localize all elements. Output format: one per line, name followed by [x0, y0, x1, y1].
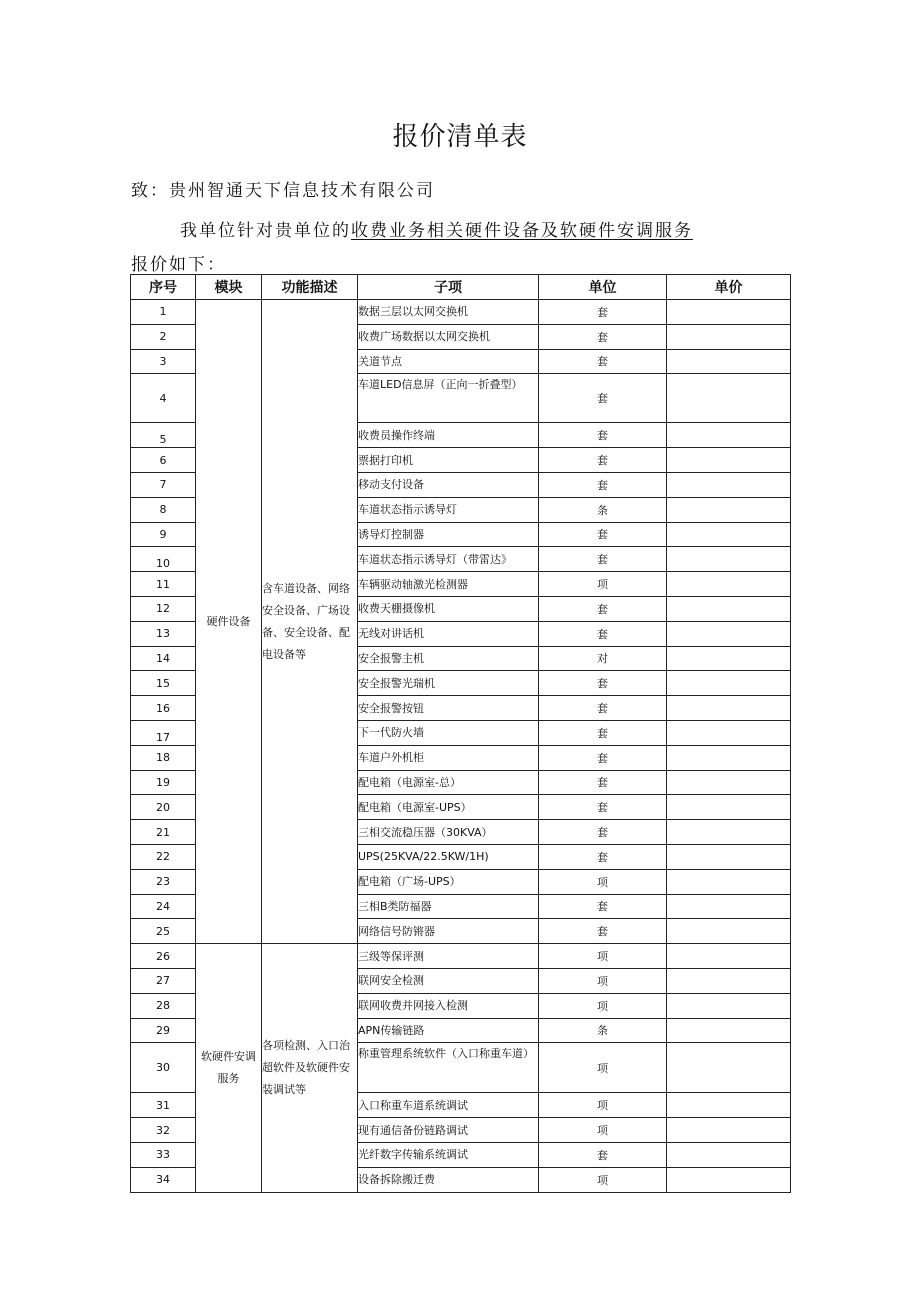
row-number: 27 — [131, 968, 196, 993]
price-cell[interactable] — [667, 1167, 791, 1192]
unit-cell: 套 — [539, 745, 667, 770]
unit-cell: 套 — [539, 671, 667, 696]
unit-cell: 项 — [539, 993, 667, 1018]
price-cell[interactable] — [667, 993, 791, 1018]
item-cell: 收费天棚摄像机 — [358, 596, 539, 621]
item-cell: 三相B类防福器 — [358, 894, 539, 919]
item-cell: 联网安全检测 — [358, 968, 539, 993]
item-cell: 三级等保评测 — [358, 944, 539, 969]
price-cell[interactable] — [667, 894, 791, 919]
item-cell: 网络信号防锵器 — [358, 919, 539, 944]
price-cell[interactable] — [667, 349, 791, 374]
item-cell: 安全报警主机 — [358, 646, 539, 671]
row-number: 33 — [131, 1142, 196, 1167]
unit-cell: 套 — [539, 1142, 667, 1167]
row-number: 11 — [131, 572, 196, 597]
price-cell[interactable] — [667, 1118, 791, 1143]
unit-cell: 套 — [539, 696, 667, 721]
row-number: 20 — [131, 795, 196, 820]
row-number: 15 — [131, 671, 196, 696]
row-number: 9 — [131, 522, 196, 547]
item-cell: 数据三层以太网交换机 — [358, 300, 539, 325]
unit-cell: 项 — [539, 1093, 667, 1118]
row-number: 18 — [131, 745, 196, 770]
unit-cell: 条 — [539, 497, 667, 522]
unit-cell: 套 — [539, 374, 667, 423]
header-item: 子项 — [358, 275, 539, 300]
unit-cell: 项 — [539, 1167, 667, 1192]
item-cell: 车道LED信息屏（正向一折叠型） — [358, 374, 539, 423]
price-cell[interactable] — [667, 1043, 791, 1093]
row-number: 6 — [131, 448, 196, 473]
row-number: 14 — [131, 646, 196, 671]
unit-cell: 条 — [539, 1018, 667, 1043]
unit-cell: 套 — [539, 820, 667, 845]
header-price: 单价 — [667, 275, 791, 300]
header-module: 模块 — [196, 275, 262, 300]
row-number: 13 — [131, 621, 196, 646]
unit-cell: 套 — [539, 596, 667, 621]
row-number: 1 — [131, 300, 196, 325]
price-cell[interactable] — [667, 448, 791, 473]
header-description: 功能描述 — [262, 275, 358, 300]
unit-cell: 项 — [539, 1118, 667, 1143]
price-cell[interactable] — [667, 844, 791, 869]
row-number: 25 — [131, 919, 196, 944]
price-cell[interactable] — [667, 596, 791, 621]
price-cell[interactable] — [667, 497, 791, 522]
item-cell: 车道状态指示诱导灯 — [358, 497, 539, 522]
row-number: 4 — [131, 374, 196, 423]
price-cell[interactable] — [667, 1142, 791, 1167]
table-row — [131, 944, 791, 969]
item-cell: 移动支付设备 — [358, 472, 539, 497]
item-cell: 入口称重车道系统调试 — [358, 1093, 539, 1118]
description-cell: 各项检测、入口治超软件及软硬件安装调试等 — [262, 944, 358, 1192]
row-number: 23 — [131, 869, 196, 894]
page-title: 报价清单表 — [392, 122, 528, 152]
row-number: 19 — [131, 770, 196, 795]
price-cell[interactable] — [667, 745, 791, 770]
price-cell[interactable] — [667, 423, 791, 448]
item-cell: 安全报警光瑞机 — [358, 671, 539, 696]
price-cell[interactable] — [667, 720, 791, 745]
row-number: 21 — [131, 820, 196, 845]
intro-subject: 收费业务相关硬件设备及软硬件安调服务 — [351, 221, 693, 241]
item-cell: 诱导灯控制器 — [358, 522, 539, 547]
item-cell: 下一代防火墙 — [358, 720, 539, 745]
unit-cell: 套 — [539, 919, 667, 944]
item-cell: 收费广场数据以太网交换机 — [358, 324, 539, 349]
row-number: 12 — [131, 596, 196, 621]
item-cell: 车道状态指示诱导灯（带雷达》 — [358, 547, 539, 572]
price-cell[interactable] — [667, 324, 791, 349]
unit-cell: 对 — [539, 646, 667, 671]
row-number: 7 — [131, 472, 196, 497]
price-cell[interactable] — [667, 944, 791, 969]
row-number: 22 — [131, 844, 196, 869]
item-cell: 配电箱（电源室-UPS） — [358, 795, 539, 820]
unit-cell: 套 — [539, 547, 667, 572]
price-cell[interactable] — [667, 621, 791, 646]
quote-table — [130, 274, 791, 1193]
row-number: 24 — [131, 894, 196, 919]
price-cell[interactable] — [667, 522, 791, 547]
header-unit: 单位 — [539, 275, 667, 300]
row-number: 34 — [131, 1167, 196, 1192]
item-cell: 票据打印机 — [358, 448, 539, 473]
header-no: 序号 — [131, 275, 196, 300]
module-cell: 硬件设备 — [196, 300, 262, 944]
price-cell[interactable] — [667, 547, 791, 572]
intro-line — [180, 216, 693, 241]
price-cell[interactable] — [667, 1093, 791, 1118]
item-cell: APN传输链路 — [358, 1018, 539, 1043]
unit-cell: 套 — [539, 448, 667, 473]
unit-cell: 套 — [539, 300, 667, 325]
row-number: 32 — [131, 1118, 196, 1143]
item-cell: 称重管理系统软件（入口称重车道） — [358, 1043, 539, 1093]
item-cell: 配电箱（电源室-总） — [358, 770, 539, 795]
unit-cell: 套 — [539, 621, 667, 646]
row-number: 30 — [131, 1043, 196, 1093]
price-cell[interactable] — [667, 572, 791, 597]
price-cell[interactable] — [667, 300, 791, 325]
row-number: 8 — [131, 497, 196, 522]
item-cell: 配电箱（广场-UPS） — [358, 869, 539, 894]
price-cell[interactable] — [667, 795, 791, 820]
unit-cell: 套 — [539, 423, 667, 448]
unit-cell: 项 — [539, 1043, 667, 1093]
item-cell: 设备拆除搬迁费 — [358, 1167, 539, 1192]
row-number: 3 — [131, 349, 196, 374]
item-cell: 安全报警按钮 — [358, 696, 539, 721]
unit-cell: 套 — [539, 795, 667, 820]
item-cell: 关道节点 — [358, 349, 539, 374]
unit-cell: 套 — [539, 472, 667, 497]
unit-cell: 项 — [539, 944, 667, 969]
item-cell: 三相交流稳压器（30KVA） — [358, 820, 539, 845]
unit-cell: 套 — [539, 770, 667, 795]
price-cell[interactable] — [667, 770, 791, 795]
price-cell[interactable] — [667, 472, 791, 497]
unit-cell: 项 — [539, 968, 667, 993]
unit-cell: 套 — [539, 894, 667, 919]
row-number: 17 — [131, 720, 196, 745]
header-row — [131, 275, 791, 300]
item-cell: 现有通信备份链路调试 — [358, 1118, 539, 1143]
unit-cell: 项 — [539, 572, 667, 597]
item-cell: 联网收费并网接入检测 — [358, 993, 539, 1018]
recipient-line: 致：贵州智通天下信息技术有限公司 — [131, 181, 435, 201]
item-cell: 无线对讲话机 — [358, 621, 539, 646]
row-number: 5 — [131, 423, 196, 448]
item-cell: 车道户外机柜 — [358, 745, 539, 770]
item-cell: 车辆驱动轴激光检测器 — [358, 572, 539, 597]
price-cell[interactable] — [667, 671, 791, 696]
item-cell: UPS(25KVA/22.5KW/1H) — [358, 844, 539, 869]
item-cell: 收费员操作终端 — [358, 423, 539, 448]
table-row — [131, 300, 791, 325]
unit-cell: 套 — [539, 324, 667, 349]
unit-cell: 套 — [539, 844, 667, 869]
row-number: 28 — [131, 993, 196, 1018]
intro-prefix: 我单位针对贵单位的 — [180, 221, 351, 241]
unit-cell: 套 — [539, 349, 667, 374]
row-number: 29 — [131, 1018, 196, 1043]
intro-suffix: 报价如下： — [131, 255, 226, 275]
row-number: 16 — [131, 696, 196, 721]
price-cell[interactable] — [667, 820, 791, 845]
price-cell[interactable] — [667, 869, 791, 894]
row-number: 26 — [131, 944, 196, 969]
price-cell[interactable] — [667, 968, 791, 993]
description-cell: 含车道设备、网络安全设备、广场设备、安全设备、配电设备等 — [262, 300, 358, 944]
item-cell: 光纤数字传输系统调试 — [358, 1142, 539, 1167]
unit-cell: 套 — [539, 522, 667, 547]
unit-cell: 套 — [539, 720, 667, 745]
row-number: 31 — [131, 1093, 196, 1118]
price-cell[interactable] — [667, 646, 791, 671]
price-cell[interactable] — [667, 1018, 791, 1043]
price-cell[interactable] — [667, 696, 791, 721]
price-cell[interactable] — [667, 919, 791, 944]
module-cell: 软硬件安调服务 — [196, 944, 262, 1192]
row-number: 10 — [131, 547, 196, 572]
price-cell[interactable] — [667, 374, 791, 423]
row-number: 2 — [131, 324, 196, 349]
unit-cell: 项 — [539, 869, 667, 894]
